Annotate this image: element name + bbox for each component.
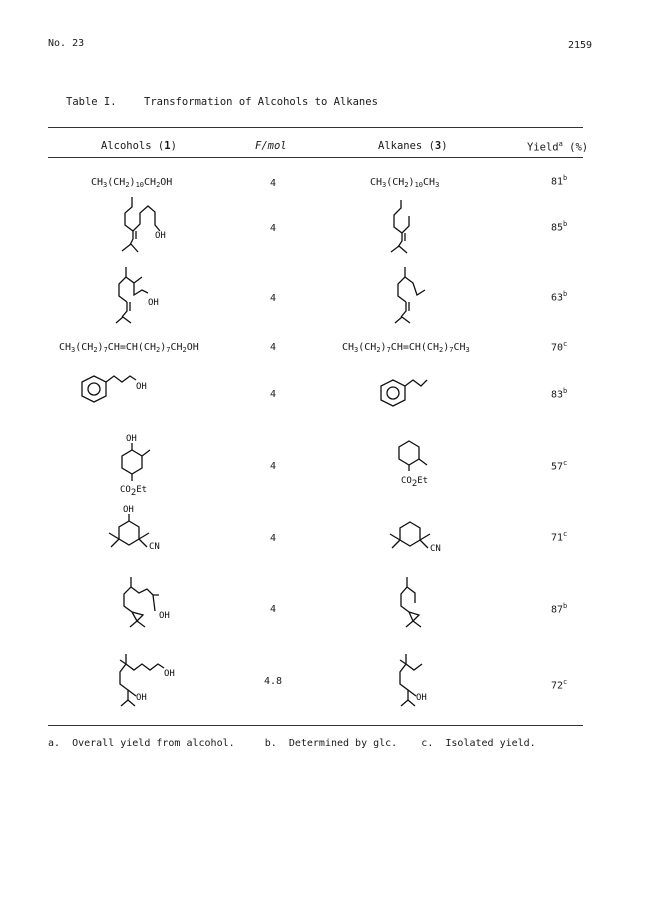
alcohol-structure-diol (110, 650, 200, 720)
yield-value: 70$^c$ (551, 340, 568, 354)
fmol-value: 4 (269, 389, 277, 400)
alcohol-structure-citronellol (100, 193, 180, 258)
fmol-value: 4 (269, 461, 277, 472)
column-header-alkanes: Alkanes (3) (378, 140, 448, 152)
alkane-formula-dodecane: $CH_3(CH_2)_{10}CH_3$ (370, 177, 440, 189)
fmol-value: 4 (269, 223, 277, 234)
alcohol-formula-oleyl-alcohol: $CH_3(CH_2)_7CH=CH(CH_2)_7CH_2OH$ (59, 342, 199, 354)
column-header-yield: Yield$^a$ (%) (527, 140, 589, 154)
svg-text:CN: CN (149, 542, 160, 552)
alcohol-structure-phenylpropanol (70, 370, 170, 415)
header-bottom-rule (48, 157, 583, 158)
svg-text:OH: OH (164, 669, 175, 679)
alcohol-structure-hydroxy-cyclohexanecarboxylate (110, 430, 180, 500)
alcohol-structure-linalool-like (108, 265, 188, 330)
alkane-structure-hydroxy-alkane (390, 650, 470, 720)
yield-value: 57$^c$ (551, 459, 568, 473)
svg-text:OH: OH (148, 298, 159, 308)
alkane-structure-epoxy-dimethyloctane (395, 575, 455, 640)
yield-value: 71$^c$ (551, 530, 568, 544)
column-header-fmol: F/mol (255, 140, 287, 152)
table-bottom-rule (48, 725, 583, 726)
fmol-value: 4 (269, 342, 277, 353)
table-label: Table I. (66, 96, 117, 108)
svg-text:CO2Et: CO2Et (120, 485, 148, 498)
fmol-value: 4 (269, 293, 277, 304)
svg-text:OH: OH (136, 382, 147, 392)
alkane-structure-dimethyloctene (383, 198, 443, 258)
alcohol-structure-hydroxy-trimethylcyclohexanecarbonitrile (105, 503, 195, 563)
table-title: Transformation of Alcohols to Alkanes (144, 96, 378, 108)
page-number: 2159 (568, 40, 593, 51)
svg-text:CN: CN (430, 544, 441, 554)
journal-issue-label: No. 23 (48, 38, 85, 49)
footnote-b: b. Determined by glc. (264, 738, 398, 749)
alkane-structure-propylbenzene (373, 372, 453, 417)
table-top-rule (48, 127, 583, 128)
yield-value: 72$^c$ (551, 678, 568, 692)
fmol-value: 4.8 (263, 676, 283, 687)
fmol-value: 4 (269, 533, 277, 544)
footnote-c: c. Isolated yield. (421, 738, 536, 749)
yield-value: 81$^b$ (551, 174, 568, 188)
alkane-structure-tetrahydrolinalool-like (387, 265, 447, 330)
yield-value: 85$^b$ (551, 220, 568, 234)
footnote-a: a. Overall yield from alcohol. (48, 738, 235, 749)
svg-text:OH: OH (136, 693, 147, 703)
svg-text:OH: OH (416, 693, 427, 703)
table-caption (66, 96, 378, 108)
svg-text:OH: OH (155, 231, 166, 241)
alcohol-formula-dodecanol: $CH_3(CH_2)_{10}CH_2OH$ (91, 177, 173, 189)
alkane-structure-trimethylcyclohexanecarbonitrile (385, 510, 465, 560)
yield-value: 87$^b$ (551, 602, 568, 616)
svg-text:CO2Et: CO2Et (401, 476, 429, 489)
column-header-alcohols: Alcohols (1) (101, 140, 177, 152)
alcohol-structure-epoxy-citronellol (115, 575, 195, 640)
fmol-value: 4 (269, 604, 277, 615)
yield-value: 83$^b$ (551, 387, 568, 401)
svg-text:OH: OH (126, 434, 137, 444)
alkane-structure-methylcyclohexanecarboxylate (393, 433, 463, 493)
table-footnotes (48, 738, 536, 749)
svg-text:OH: OH (159, 611, 170, 621)
yield-value: 63$^b$ (551, 290, 568, 304)
svg-text:OH: OH (123, 505, 134, 515)
fmol-value: 4 (269, 178, 277, 189)
alkane-formula-octadecene: $CH_3(CH_2)_7CH=CH(CH_2)_7CH_3$ (342, 342, 470, 354)
